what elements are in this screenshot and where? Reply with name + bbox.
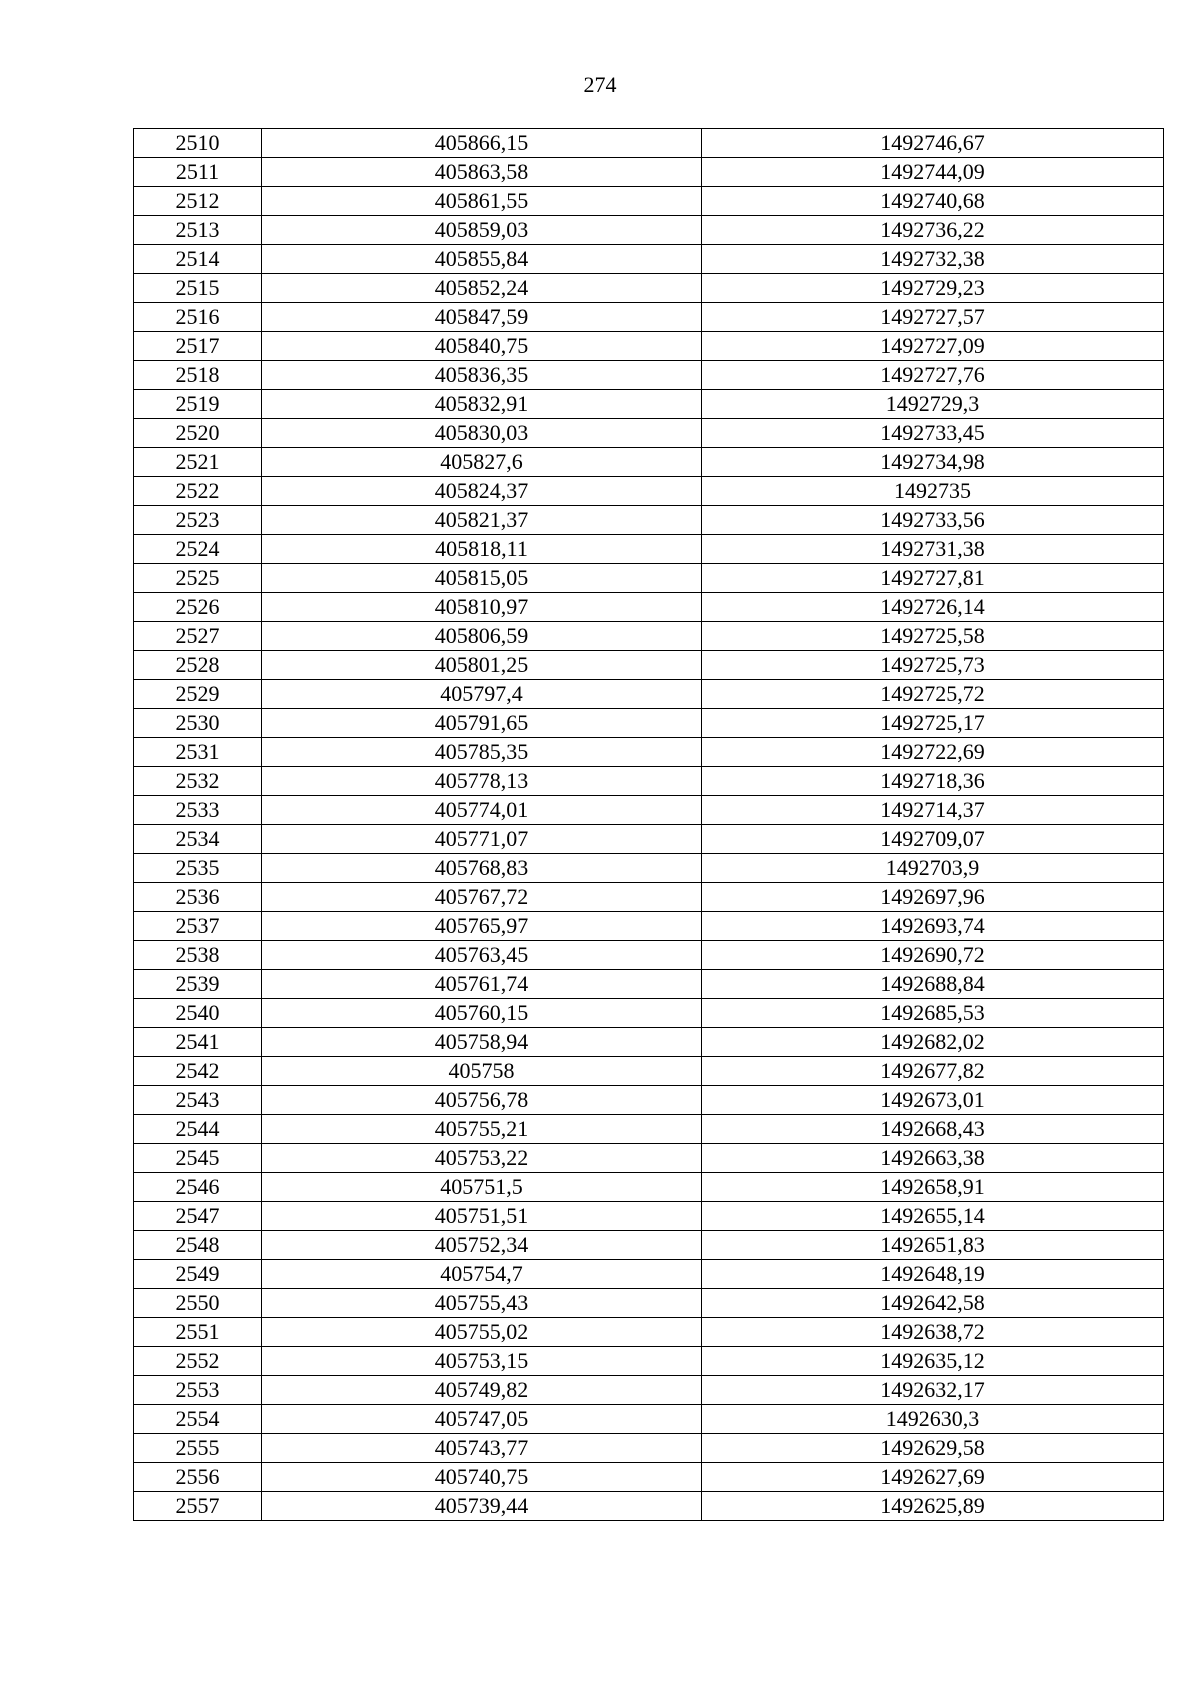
- x-coordinate-cell: 405756,78: [262, 1086, 702, 1115]
- point-number-cell: 2543: [134, 1086, 262, 1115]
- point-number-cell: 2536: [134, 883, 262, 912]
- y-coordinate-cell: 1492746,67: [702, 129, 1164, 158]
- point-number-cell: 2512: [134, 187, 262, 216]
- table-row: [134, 1492, 1164, 1521]
- table-row: [134, 651, 1164, 680]
- x-coordinate-cell: 405827,6: [262, 448, 702, 477]
- x-coordinate-cell: 405797,4: [262, 680, 702, 709]
- table-row: [134, 680, 1164, 709]
- y-coordinate-cell: 1492688,84: [702, 970, 1164, 999]
- point-number-cell: 2541: [134, 1028, 262, 1057]
- y-coordinate-cell: 1492638,72: [702, 1318, 1164, 1347]
- table-row: [134, 1173, 1164, 1202]
- point-number-cell: 2531: [134, 738, 262, 767]
- point-number-cell: 2530: [134, 709, 262, 738]
- table-row: [134, 1289, 1164, 1318]
- point-number-cell: 2554: [134, 1405, 262, 1434]
- x-coordinate-cell: 405758,94: [262, 1028, 702, 1057]
- x-coordinate-cell: 405785,35: [262, 738, 702, 767]
- point-number-cell: 2553: [134, 1376, 262, 1405]
- y-coordinate-cell: 1492651,83: [702, 1231, 1164, 1260]
- point-number-cell: 2537: [134, 912, 262, 941]
- y-coordinate-cell: 1492725,58: [702, 622, 1164, 651]
- y-coordinate-cell: 1492697,96: [702, 883, 1164, 912]
- point-number-cell: 2511: [134, 158, 262, 187]
- y-coordinate-cell: 1492655,14: [702, 1202, 1164, 1231]
- table-row: [134, 825, 1164, 854]
- table-row: [134, 767, 1164, 796]
- y-coordinate-cell: 1492635,12: [702, 1347, 1164, 1376]
- x-coordinate-cell: 405791,65: [262, 709, 702, 738]
- point-number-cell: 2519: [134, 390, 262, 419]
- point-number-cell: 2525: [134, 564, 262, 593]
- x-coordinate-cell: 405836,35: [262, 361, 702, 390]
- coordinates-table-body: [134, 129, 1164, 1521]
- y-coordinate-cell: 1492703,9: [702, 854, 1164, 883]
- point-number-cell: 2549: [134, 1260, 262, 1289]
- x-coordinate-cell: 405743,77: [262, 1434, 702, 1463]
- point-number-cell: 2514: [134, 245, 262, 274]
- table-row: [134, 535, 1164, 564]
- x-coordinate-cell: 405771,07: [262, 825, 702, 854]
- table-row: [134, 1260, 1164, 1289]
- y-coordinate-cell: 1492627,69: [702, 1463, 1164, 1492]
- y-coordinate-cell: 1492630,3: [702, 1405, 1164, 1434]
- x-coordinate-cell: 405859,03: [262, 216, 702, 245]
- table-row: [134, 158, 1164, 187]
- y-coordinate-cell: 1492693,74: [702, 912, 1164, 941]
- table-row: [134, 1405, 1164, 1434]
- point-number-cell: 2533: [134, 796, 262, 825]
- y-coordinate-cell: 1492725,17: [702, 709, 1164, 738]
- x-coordinate-cell: 405763,45: [262, 941, 702, 970]
- point-number-cell: 2557: [134, 1492, 262, 1521]
- point-number-cell: 2545: [134, 1144, 262, 1173]
- x-coordinate-cell: 405832,91: [262, 390, 702, 419]
- y-coordinate-cell: 1492690,72: [702, 941, 1164, 970]
- table-row: [134, 796, 1164, 825]
- table-row: [134, 1057, 1164, 1086]
- x-coordinate-cell: 405739,44: [262, 1492, 702, 1521]
- y-coordinate-cell: 1492733,45: [702, 419, 1164, 448]
- point-number-cell: 2521: [134, 448, 262, 477]
- x-coordinate-cell: 405821,37: [262, 506, 702, 535]
- y-coordinate-cell: 1492740,68: [702, 187, 1164, 216]
- point-number-cell: 2523: [134, 506, 262, 535]
- point-number-cell: 2556: [134, 1463, 262, 1492]
- x-coordinate-cell: 405747,05: [262, 1405, 702, 1434]
- table-row: [134, 419, 1164, 448]
- point-number-cell: 2555: [134, 1434, 262, 1463]
- x-coordinate-cell: 405861,55: [262, 187, 702, 216]
- table-row: [134, 1318, 1164, 1347]
- y-coordinate-cell: 1492736,22: [702, 216, 1164, 245]
- point-number-cell: 2539: [134, 970, 262, 999]
- y-coordinate-cell: 1492729,23: [702, 274, 1164, 303]
- y-coordinate-cell: 1492727,57: [702, 303, 1164, 332]
- point-number-cell: 2522: [134, 477, 262, 506]
- page-number: 274: [583, 72, 617, 97]
- x-coordinate-cell: 405758: [262, 1057, 702, 1086]
- table-row: [134, 506, 1164, 535]
- table-row: [134, 448, 1164, 477]
- x-coordinate-cell: 405751,51: [262, 1202, 702, 1231]
- x-coordinate-cell: 405768,83: [262, 854, 702, 883]
- y-coordinate-cell: 1492677,82: [702, 1057, 1164, 1086]
- point-number-cell: 2520: [134, 419, 262, 448]
- y-coordinate-cell: 1492642,58: [702, 1289, 1164, 1318]
- table-row: [134, 245, 1164, 274]
- point-number-cell: 2544: [134, 1115, 262, 1144]
- table-row: [134, 941, 1164, 970]
- table-row: [134, 622, 1164, 651]
- y-coordinate-cell: 1492722,69: [702, 738, 1164, 767]
- point-number-cell: 2510: [134, 129, 262, 158]
- y-coordinate-cell: 1492714,37: [702, 796, 1164, 825]
- point-number-cell: 2550: [134, 1289, 262, 1318]
- table-row: [134, 593, 1164, 622]
- table-row: [134, 390, 1164, 419]
- point-number-cell: 2532: [134, 767, 262, 796]
- y-coordinate-cell: 1492663,38: [702, 1144, 1164, 1173]
- x-coordinate-cell: 405824,37: [262, 477, 702, 506]
- table-row: [134, 274, 1164, 303]
- x-coordinate-cell: 405847,59: [262, 303, 702, 332]
- x-coordinate-cell: 405752,34: [262, 1231, 702, 1260]
- point-number-cell: 2524: [134, 535, 262, 564]
- y-coordinate-cell: 1492629,58: [702, 1434, 1164, 1463]
- x-coordinate-cell: 405806,59: [262, 622, 702, 651]
- x-coordinate-cell: 405815,05: [262, 564, 702, 593]
- point-number-cell: 2552: [134, 1347, 262, 1376]
- point-number-cell: 2546: [134, 1173, 262, 1202]
- point-number-cell: 2513: [134, 216, 262, 245]
- y-coordinate-cell: 1492726,14: [702, 593, 1164, 622]
- table-row: [134, 883, 1164, 912]
- y-coordinate-cell: 1492709,07: [702, 825, 1164, 854]
- x-coordinate-cell: 405749,82: [262, 1376, 702, 1405]
- y-coordinate-cell: 1492632,17: [702, 1376, 1164, 1405]
- y-coordinate-cell: 1492731,38: [702, 535, 1164, 564]
- table-row: [134, 1434, 1164, 1463]
- table-row: [134, 332, 1164, 361]
- point-number-cell: 2528: [134, 651, 262, 680]
- table-row: [134, 709, 1164, 738]
- x-coordinate-cell: 405760,15: [262, 999, 702, 1028]
- x-coordinate-cell: 405767,72: [262, 883, 702, 912]
- table-row: [134, 738, 1164, 767]
- point-number-cell: 2518: [134, 361, 262, 390]
- point-number-cell: 2515: [134, 274, 262, 303]
- x-coordinate-cell: 405801,25: [262, 651, 702, 680]
- x-coordinate-cell: 405774,01: [262, 796, 702, 825]
- y-coordinate-cell: 1492648,19: [702, 1260, 1164, 1289]
- point-number-cell: 2535: [134, 854, 262, 883]
- y-coordinate-cell: 1492673,01: [702, 1086, 1164, 1115]
- table-row: [134, 999, 1164, 1028]
- x-coordinate-cell: 405818,11: [262, 535, 702, 564]
- table-row: [134, 1202, 1164, 1231]
- table-row: [134, 216, 1164, 245]
- point-number-cell: 2526: [134, 593, 262, 622]
- y-coordinate-cell: 1492718,36: [702, 767, 1164, 796]
- x-coordinate-cell: 405740,75: [262, 1463, 702, 1492]
- table-row: [134, 1144, 1164, 1173]
- x-coordinate-cell: 405755,43: [262, 1289, 702, 1318]
- table-row: [134, 303, 1164, 332]
- y-coordinate-cell: 1492744,09: [702, 158, 1164, 187]
- y-coordinate-cell: 1492725,72: [702, 680, 1164, 709]
- x-coordinate-cell: 405754,7: [262, 1260, 702, 1289]
- y-coordinate-cell: 1492685,53: [702, 999, 1164, 1028]
- table-row: [134, 1028, 1164, 1057]
- y-coordinate-cell: 1492734,98: [702, 448, 1164, 477]
- point-number-cell: 2551: [134, 1318, 262, 1347]
- point-number-cell: 2540: [134, 999, 262, 1028]
- x-coordinate-cell: 405778,13: [262, 767, 702, 796]
- point-number-cell: 2538: [134, 941, 262, 970]
- y-coordinate-cell: 1492727,81: [702, 564, 1164, 593]
- x-coordinate-cell: 405761,74: [262, 970, 702, 999]
- x-coordinate-cell: 405855,84: [262, 245, 702, 274]
- x-coordinate-cell: 405863,58: [262, 158, 702, 187]
- x-coordinate-cell: 405840,75: [262, 332, 702, 361]
- point-number-cell: 2548: [134, 1231, 262, 1260]
- table-row: [134, 912, 1164, 941]
- point-number-cell: 2517: [134, 332, 262, 361]
- y-coordinate-cell: 1492682,02: [702, 1028, 1164, 1057]
- y-coordinate-cell: 1492729,3: [702, 390, 1164, 419]
- y-coordinate-cell: 1492732,38: [702, 245, 1164, 274]
- point-number-cell: 2516: [134, 303, 262, 332]
- x-coordinate-cell: 405751,5: [262, 1173, 702, 1202]
- point-number-cell: 2529: [134, 680, 262, 709]
- x-coordinate-cell: 405830,03: [262, 419, 702, 448]
- point-number-cell: 2534: [134, 825, 262, 854]
- coordinates-table: [133, 128, 1164, 1521]
- y-coordinate-cell: 1492668,43: [702, 1115, 1164, 1144]
- table-row: [134, 187, 1164, 216]
- table-row: [134, 361, 1164, 390]
- y-coordinate-cell: 1492658,91: [702, 1173, 1164, 1202]
- x-coordinate-cell: 405852,24: [262, 274, 702, 303]
- point-number-cell: 2547: [134, 1202, 262, 1231]
- table-row: [134, 564, 1164, 593]
- table-row: [134, 477, 1164, 506]
- table-row: [134, 970, 1164, 999]
- y-coordinate-cell: 1492625,89: [702, 1492, 1164, 1521]
- table-row: [134, 1376, 1164, 1405]
- table-row: [134, 1463, 1164, 1492]
- point-number-cell: 2542: [134, 1057, 262, 1086]
- x-coordinate-cell: 405866,15: [262, 129, 702, 158]
- x-coordinate-cell: 405755,02: [262, 1318, 702, 1347]
- table-row: [134, 1347, 1164, 1376]
- table-row: [134, 129, 1164, 158]
- x-coordinate-cell: 405810,97: [262, 593, 702, 622]
- x-coordinate-cell: 405765,97: [262, 912, 702, 941]
- point-number-cell: 2527: [134, 622, 262, 651]
- table-row: [134, 1231, 1164, 1260]
- y-coordinate-cell: 1492727,76: [702, 361, 1164, 390]
- y-coordinate-cell: 1492735: [702, 477, 1164, 506]
- y-coordinate-cell: 1492727,09: [702, 332, 1164, 361]
- x-coordinate-cell: 405753,15: [262, 1347, 702, 1376]
- table-row: [134, 1086, 1164, 1115]
- y-coordinate-cell: 1492733,56: [702, 506, 1164, 535]
- y-coordinate-cell: 1492725,73: [702, 651, 1164, 680]
- x-coordinate-cell: 405755,21: [262, 1115, 702, 1144]
- table-row: [134, 854, 1164, 883]
- x-coordinate-cell: 405753,22: [262, 1144, 702, 1173]
- table-row: [134, 1115, 1164, 1144]
